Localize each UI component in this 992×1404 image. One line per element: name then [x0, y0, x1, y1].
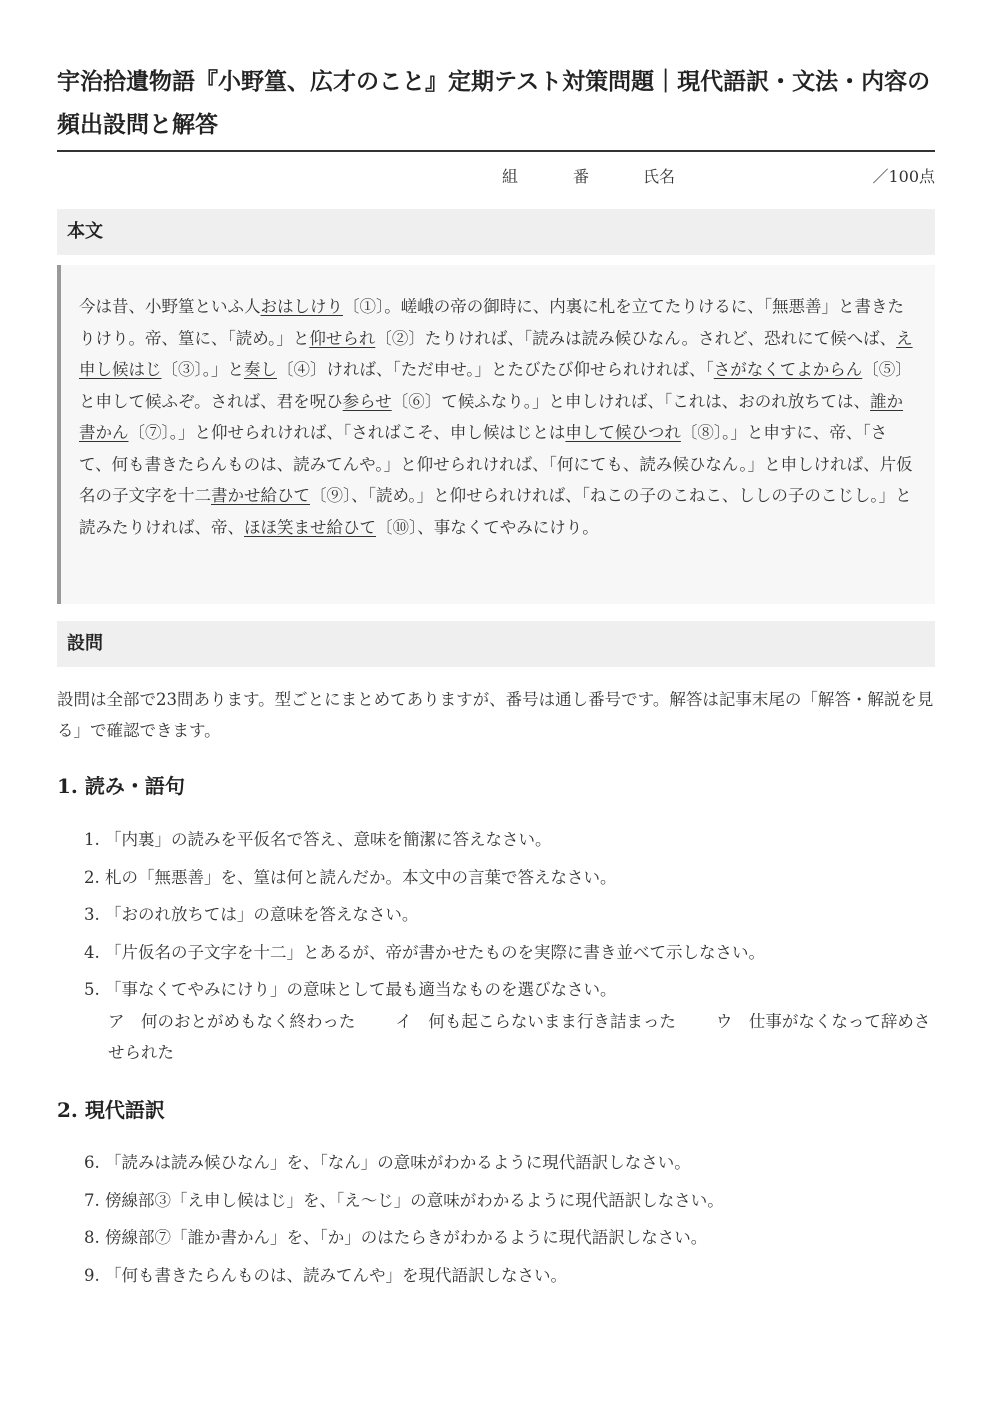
question-text: 「事なくてやみにけり」の意味として最も適当なものを選びなさい。	[105, 980, 617, 999]
question-text: 「何も書きたらんものは、読みてんや」を現代語訳しなさい。	[105, 1265, 567, 1285]
question-text: 「読みは読み候ひなん」を、「なん」の意味がわかるように現代語訳しなさい。	[105, 1153, 691, 1172]
underlined-phrase-3: え申し候はじ	[79, 328, 913, 379]
question-number: 3.	[84, 905, 100, 924]
underlined-phrase-9: 書かせ給ひて	[211, 486, 310, 505]
question-item	[84, 1223, 934, 1253]
underlined-phrase-7: 誰か書かん	[79, 391, 904, 442]
question-text: 「内裏」の読みを平仮名で答え、意味を簡潔に答えなさい。	[105, 830, 552, 849]
group-heading-translation: 2. 現代語訳	[57, 1098, 165, 1122]
section-heading-honbun: 本文	[57, 209, 935, 255]
question-list-reading	[84, 825, 934, 1076]
name-label: 氏名	[643, 167, 676, 186]
main-text-passage	[57, 265, 935, 604]
choice-a: ア 何のおとがめもなく終わった	[108, 1012, 356, 1031]
text-segment: 今は昔、小野篁といふ人	[79, 297, 261, 316]
text-segment: 〔①〕。嵯峨の帝の御時に、内裏に札を立てたりけるに、「無悪善」と書きたりけり。帝、篁に、「読め。」と	[79, 297, 904, 348]
underlined-phrase-1: おはしけり	[260, 297, 343, 316]
questions-intro: 設問は全部で23問あります。型ごとにまとめてありますが、番号は通し番号です。解答は記事末尾の「解答・解説を見る」で確認できます。	[57, 690, 934, 740]
question-list-translation	[84, 1148, 934, 1298]
group-heading-reading: 1. 読み・語句	[57, 774, 185, 798]
question-item	[84, 975, 934, 1068]
underlined-phrase-10: ほほ笑ませ給ひて	[244, 517, 376, 537]
question-item	[84, 863, 934, 893]
question-text: 傍線部⑦「誰か書かん」を、「か」のはたらきがわかるように現代語訳しなさい。	[105, 1228, 708, 1247]
text-segment: 〔⑦〕。」と仰せられければ、「さればこそ、申し候はじとは	[128, 423, 566, 442]
question-number: 7.	[84, 1190, 100, 1210]
text-segment: 〔③〕。」と	[161, 360, 244, 379]
underlined-phrase-2: 仰せられ	[309, 328, 376, 348]
question-text: 「おのれ放ちては」の意味を答えなさい。	[105, 905, 419, 924]
text-segment: 〔②〕たりければ、「読みは読み候ひなん。されど、恐れにて候へば、	[375, 328, 897, 348]
question-number: 1.	[84, 830, 100, 849]
underlined-phrase-4: 奏し	[244, 360, 277, 379]
page-title: 宇治拾遺物語『小野篁、広才のこと』定期テスト対策問題｜現代語訳・文法・内容の頻出設問と解答	[57, 68, 931, 138]
choice-i: イ 何も起こらないまま行き詰まった	[395, 1012, 676, 1031]
text-segment: 〔⑨〕、「読め。」と仰せられければ、「ねこの子のこねこ、ししの子のこじし。」と読みたりければ、帝、	[79, 486, 912, 537]
underlined-phrase-8: 申して候ひつれ	[565, 423, 681, 442]
question-item	[84, 1148, 934, 1178]
question-number: 4.	[84, 942, 100, 962]
text-segment: 〔⑧〕。」と申すに、帝、「さて、何も書きたらんものは、読みてんや。」と仰せられければ、「何にても、読み候ひなん。」と申しければ、片仮名の子文字を十二	[79, 423, 913, 505]
section-heading-setsumon: 設問	[57, 621, 935, 667]
question-number: 2.	[84, 867, 100, 887]
question-text: 札の「無悪善」を、篁は何と読んだか。本文中の言葉で答えなさい。	[105, 867, 617, 887]
answer-choices	[108, 1006, 934, 1068]
question-number: 5.	[84, 980, 100, 999]
text-segment: 〔④〕ければ、「ただ申せ。」とたびたび仰せられければ、「	[277, 360, 714, 379]
score-label: ／100点	[872, 167, 935, 186]
question-number: 9.	[84, 1265, 100, 1285]
question-item	[84, 938, 934, 968]
text-segment: 〔⑤〕と申して候ふぞ。されば、君を呪ひ	[79, 360, 912, 411]
question-text: 傍線部③「え申し候はじ」を、「え〜じ」の意味がわかるように現代語訳しなさい。	[105, 1190, 724, 1210]
question-item	[84, 900, 934, 930]
student-info-row	[57, 160, 935, 190]
question-text: 「片仮名の子文字を十二」とあるが、帝が書かせたものを実際に書き並べて示しなさい。	[105, 942, 765, 962]
question-item	[84, 825, 934, 855]
class-label: 組	[502, 167, 519, 186]
text-segment: 〔⑥〕て候ふなり。」と申しければ、「これは、おのれ放ちては、	[391, 391, 871, 411]
title-divider	[57, 150, 935, 152]
question-item	[84, 1261, 934, 1291]
question-item	[84, 1186, 934, 1216]
number-label: 番	[573, 167, 590, 186]
question-number: 8.	[84, 1228, 100, 1247]
text-segment: 〔⑩〕、事なくてやみにけり。	[376, 517, 599, 537]
underlined-phrase-5: さがなくてよからん	[713, 360, 863, 379]
choice-u: ウ 仕事がなくなって辞めさせられた	[108, 1012, 931, 1062]
question-number: 6.	[84, 1153, 100, 1172]
underlined-phrase-6: 参らせ	[342, 391, 392, 411]
